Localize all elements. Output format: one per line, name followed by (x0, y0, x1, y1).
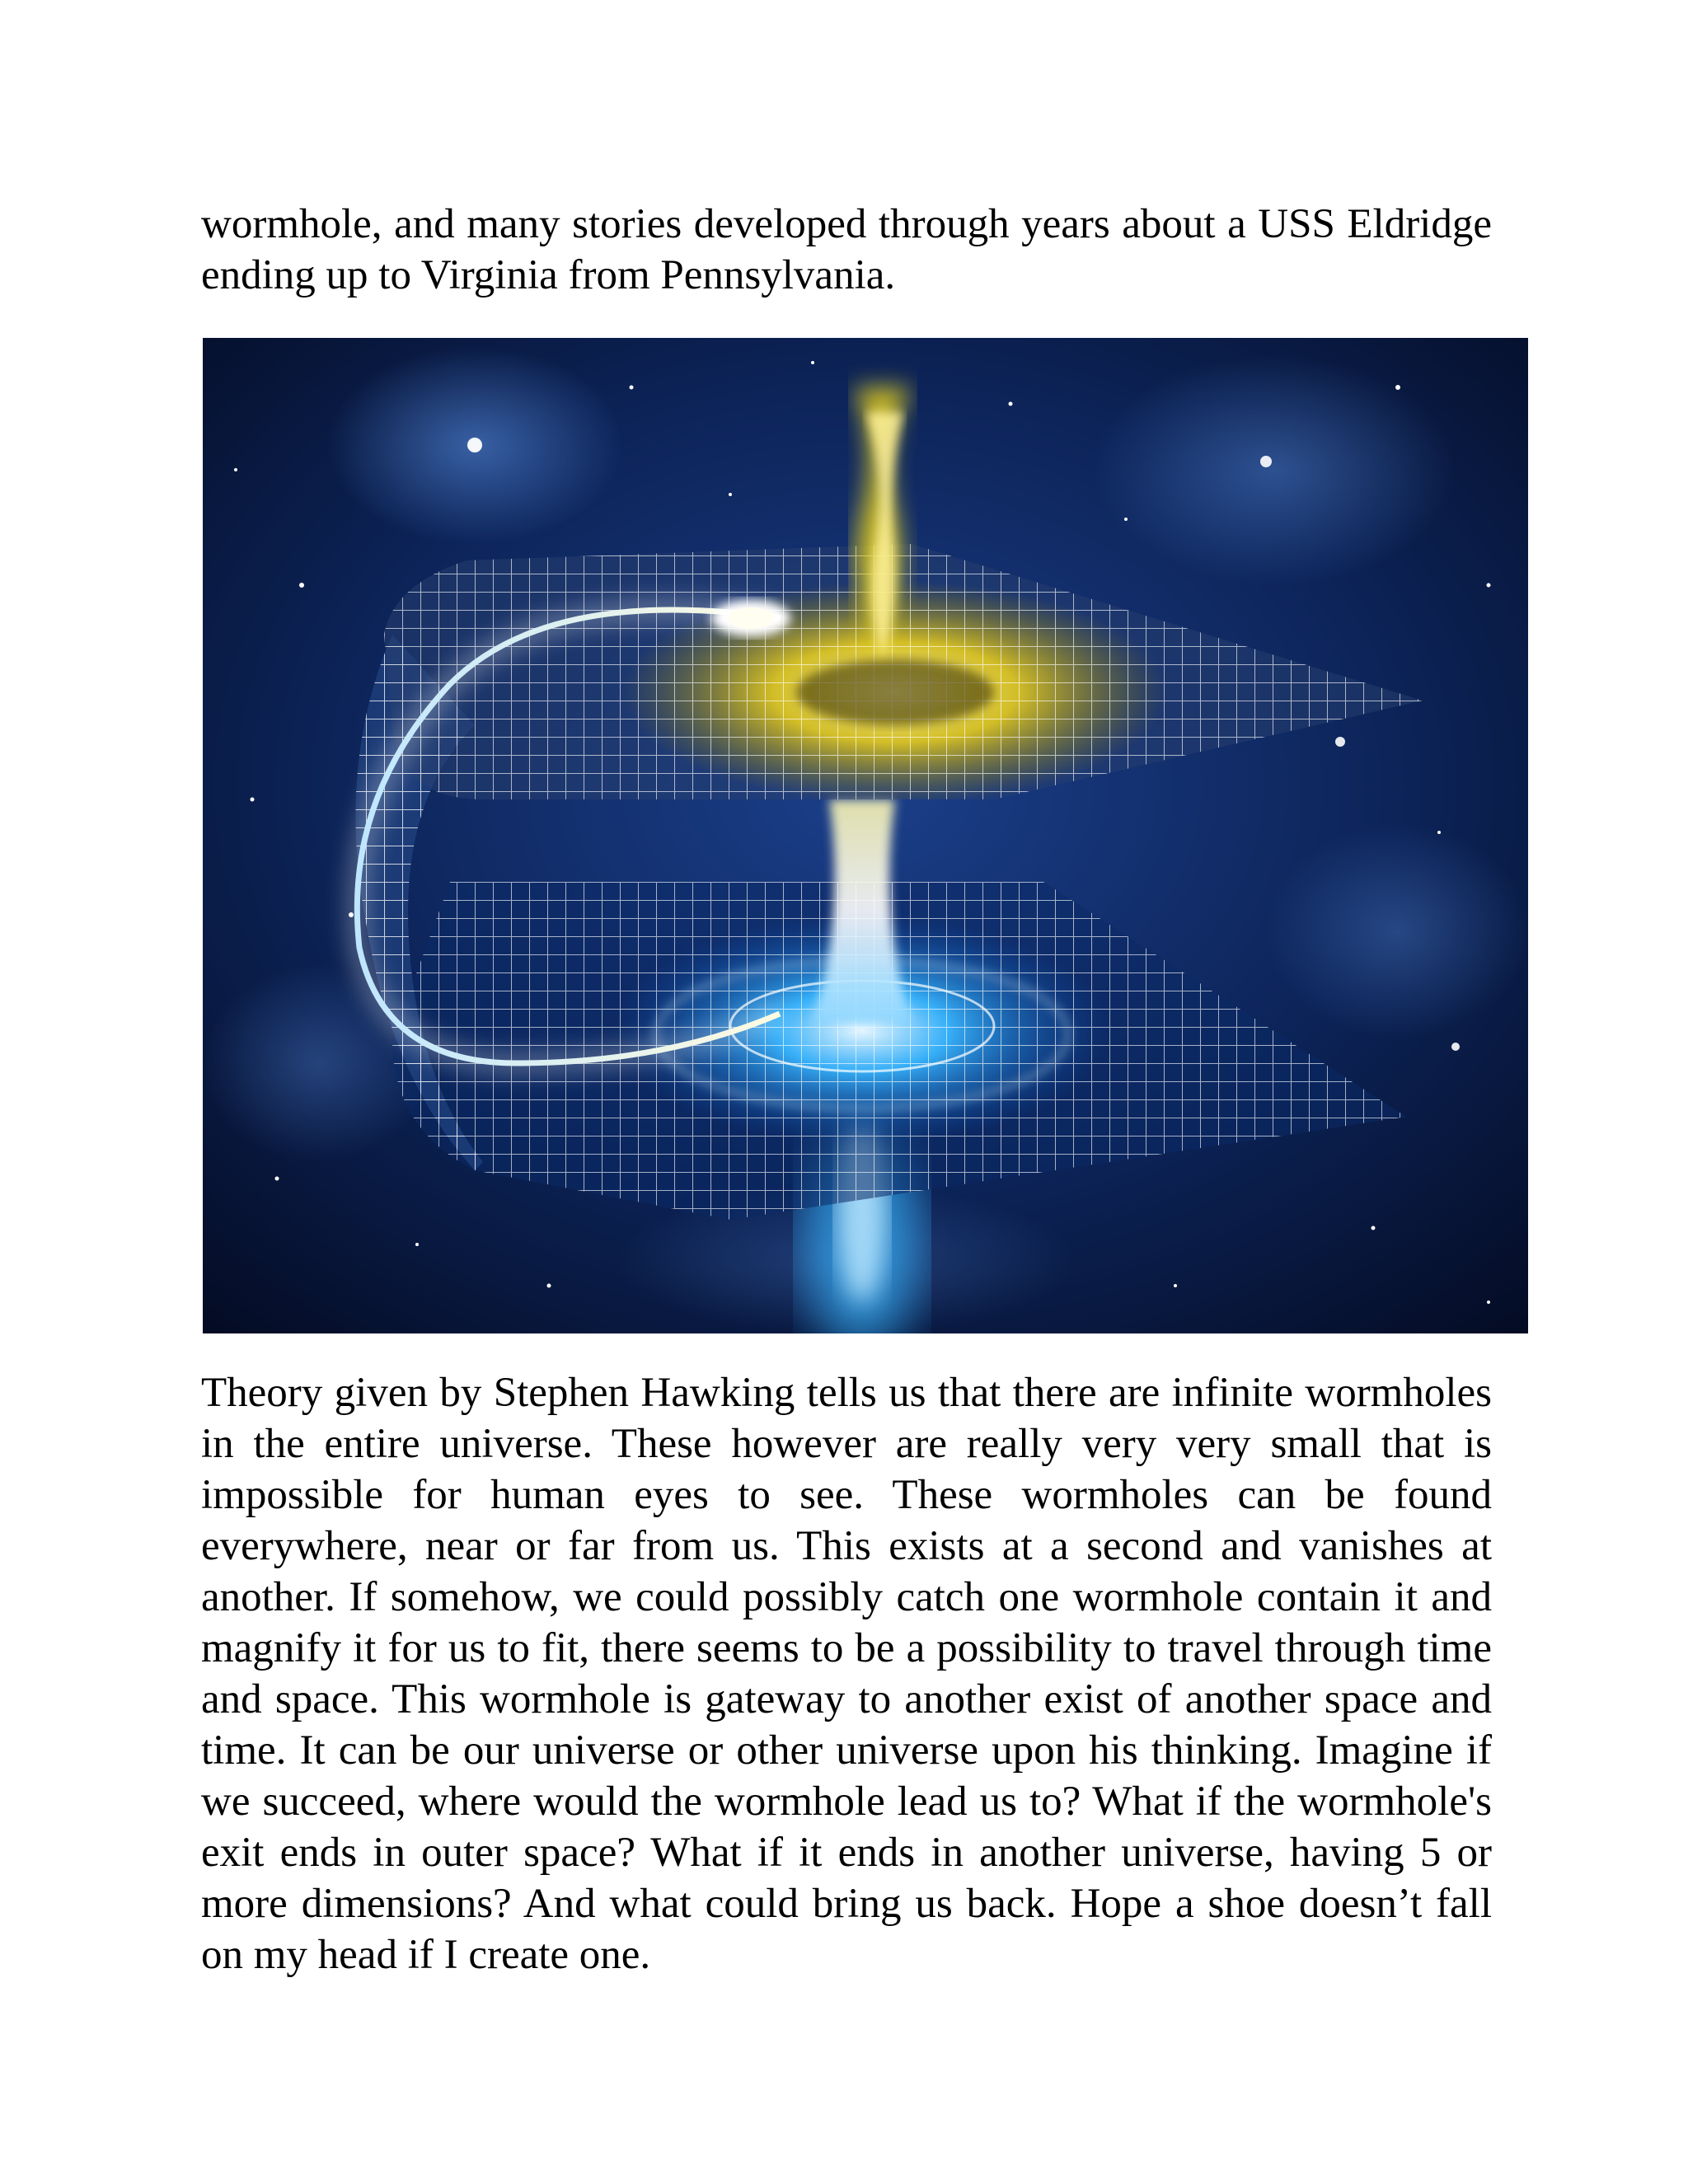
paragraph-theory: Theory given by Stephen Hawking tells us that there are infinite wormholes in the entire universe. These however are really very very small that is impossible for human eyes to see. These wormholes can be found everywhere, near or far from us. This exists at a second and vanishes at another. If somehow, we could possibly catch one wormhole contain it and magnify it for us to fit, there seems to be a possibility to travel through time and space. This wormhole is gateway to another exist of another space and time. It can be our universe or other universe upon his thinking. Imagine if we succeed, where would the wormhole lead us to? What if the wormhole's exit ends in outer space? What if it ends in another universe, having 5 or more dimensions? And what could bring us back. Hope a shoe doesn’t fall on my head if I create one. (201, 1370, 1492, 1978)
paragraph-intro: wormhole, and many stories developed through years about a USS Eldridge ending up to Virginia from Pennsylvania. (201, 201, 1492, 298)
wormhole-illustration (203, 338, 1528, 1333)
